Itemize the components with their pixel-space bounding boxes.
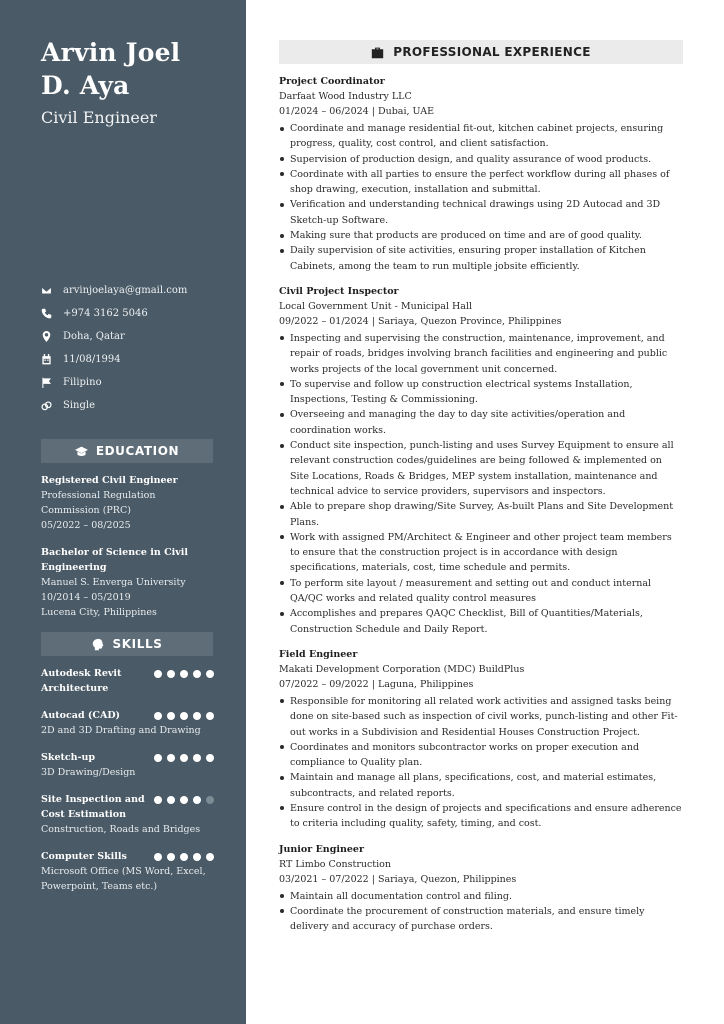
rating-dot — [167, 853, 175, 861]
job-bullets — [279, 331, 683, 637]
skills-list — [41, 666, 214, 894]
contact-phone[interactable]: +974 3162 5046 — [41, 302, 214, 325]
sidebar — [0, 0, 246, 1024]
job-title: Field Engineer — [279, 648, 358, 660]
job-list — [279, 74, 683, 934]
job-bullet: To perform site layout / measurement and setting out and conduct internal QA/QC works and related quality control measures — [279, 576, 683, 607]
job-bullet: Maintain and manage all plans, specifications, cost, and material estimates, subcontracts, and related reports. — [279, 770, 683, 801]
job-bullet: Maintain all documentation control and filing. — [279, 889, 683, 904]
job-bullet: Accomplishes and prepares QAQC Checklist, Bill of Quantities/Materials, Construction Schedule and Daily Report. — [279, 606, 683, 637]
rating-dot — [180, 853, 188, 861]
rating-dot — [167, 712, 175, 720]
job-dates: 07/2022 – 09/2022 | Laguna, Philippines — [279, 678, 474, 690]
job-dates: 01/2024 – 06/2024 | Dubai, UAE — [279, 106, 435, 117]
skill-item: Site Inspection and Cost Estimation Construction, Roads and Bridges — [41, 792, 214, 837]
contact-list — [41, 279, 214, 417]
job-dates: 09/2022 – 01/2024 | Sariaya, Quezon Province, Philippines — [279, 315, 562, 327]
education-item: Registered Civil Engineer Professional Regulation Commission (PRC) 05/2022 – 08/2025 — [41, 475, 178, 531]
rating-dot — [180, 712, 188, 720]
rating-dot — [193, 712, 201, 720]
job-bullet: Overseeing and managing the day to day site activities/operation and coordination works. — [279, 407, 683, 438]
job-bullet: Daily supervision of site activities, ensuring proper installation of Kitchen Cabinets, among the team to run multiple jobsite efficiently. — [279, 243, 683, 274]
rating-dot — [206, 796, 214, 804]
skills-heading: SKILLS — [41, 632, 213, 656]
job-entry — [279, 842, 683, 935]
job-bullet: Supervision of production design, and quality assurance of wood products. — [279, 152, 683, 167]
job-title: Project Coordinator — [279, 76, 385, 87]
job-bullet: Work with assigned PM/Architect & Engineer and other project team members to ensure that the construction project is in accordance with design specifications, materials, cost, time schedule and permits. — [279, 530, 683, 576]
briefcase-icon — [371, 46, 384, 59]
location-icon — [41, 331, 63, 342]
flag-icon — [41, 377, 63, 388]
job-bullet: Ensure control in the design of projects and specifications and ensure adherence to criteria including quality, safety, timing, and cost. — [279, 801, 683, 832]
job-bullet: Verification and understanding technical drawings using 2D Autocad and 3D Sketch-up Software. — [279, 197, 683, 228]
brain-icon — [92, 638, 105, 651]
rating-dot — [180, 796, 188, 804]
job-entry — [279, 74, 683, 274]
rating-dot — [167, 754, 175, 762]
rating-dot — [180, 754, 188, 762]
education-list — [41, 473, 214, 620]
rating-dot — [167, 670, 175, 678]
candidate-name: Arvin Joel D. Aya — [41, 38, 181, 100]
job-bullet: Coordinate the procurement of construction materials, and ensure timely delivery and accuracy of purchase orders. — [279, 904, 683, 935]
calendar-icon — [41, 354, 63, 365]
education-heading: EDUCATION — [41, 439, 213, 463]
job-bullets — [279, 121, 683, 274]
job-dates: 03/2021 – 07/2022 | Sariaya, Quezon, Philippines — [279, 873, 517, 885]
job-bullet: Inspecting and supervising the construction, maintenance, improvement, and repair of roads, bridges involving branch facilities and engineering and public works projects of the local government unit concerned. — [279, 331, 683, 377]
job-bullet: To supervise and follow up construction electrical systems Installation, Inspections, Testing & Commissioning. — [279, 377, 683, 408]
rating-dot — [206, 853, 214, 861]
job-bullet: Making sure that products are produced on time and are of good quality. — [279, 228, 683, 243]
rating-dot — [206, 712, 214, 720]
job-bullet: Coordinate with all parties to ensure the perfect workflow during all phases of shop drawing, execution, installation and submittal. — [279, 167, 683, 198]
job-bullet: Coordinate and manage residential fit-out, kitchen cabinet projects, ensuring progress, quality, cost control, and client satisfaction. — [279, 121, 683, 152]
graduation-cap-icon — [75, 445, 88, 458]
rating-dot — [154, 670, 162, 678]
skill-item: Autocad (CAD) 2D and 3D Drafting and Drawing — [41, 708, 214, 738]
rating-dot — [206, 670, 214, 678]
phone-icon — [41, 308, 63, 319]
education-item: Bachelor of Science in Civil Engineering Manuel S. Enverga University 10/2014 – 05/2019 Lucena City, Philippines — [41, 547, 188, 618]
rating-dot — [154, 796, 162, 804]
skill-rating — [154, 849, 214, 861]
job-entry — [279, 284, 683, 637]
rating-dot — [193, 754, 201, 762]
job-bullet: Responsible for monitoring all related work activities and assigned tasks being done on site-based such as inspection of civil works, punch-listing and other Fit-out works in a Subdivision and Residential Houses Construction Project. — [279, 694, 683, 740]
contact-birthdate: 11/08/1994 — [41, 348, 214, 371]
rating-dot — [167, 796, 175, 804]
job-company: Makati Development Corporation (MDC) BuildPlus — [279, 663, 525, 675]
job-bullet: Able to prepare shop drawing/Site Survey, As-built Plans and Site Development Plans. — [279, 499, 683, 530]
contact-location: Doha, Qatar — [41, 325, 214, 348]
contact-marital-status: Single — [41, 394, 214, 417]
rating-dot — [154, 853, 162, 861]
skill-rating — [154, 792, 214, 804]
contact-email[interactable]: arvinjoelaya@gmail.com — [41, 279, 214, 302]
rating-dot — [180, 670, 188, 678]
mail-icon — [41, 285, 63, 296]
job-bullets — [279, 694, 683, 832]
job-entry — [279, 647, 683, 832]
job-company: Darfaat Wood Industry LLC — [279, 91, 412, 102]
job-bullets — [279, 889, 683, 935]
main-content — [279, 40, 683, 934]
job-company: Local Government Unit - Municipal Hall — [279, 300, 473, 312]
candidate-role: Civil Engineer — [41, 108, 157, 127]
rating-dot — [154, 754, 162, 762]
job-title: Junior Engineer — [279, 843, 364, 855]
skill-item: Computer Skills Microsoft Office (MS Word, Excel, Powerpoint, Teams etc.) — [41, 849, 214, 894]
skill-rating — [154, 708, 214, 720]
skill-item: Autodesk Revit Architecture — [41, 666, 214, 696]
experience-heading: PROFESSIONAL EXPERIENCE — [279, 40, 683, 64]
rings-icon — [41, 400, 63, 411]
rating-dot — [154, 712, 162, 720]
skill-item: Sketch-up 3D Drawing/Design — [41, 750, 214, 780]
rating-dot — [193, 670, 201, 678]
job-bullet: Coordinates and monitors subcontractor works on proper execution and compliance to Quality plan. — [279, 740, 683, 771]
rating-dot — [206, 754, 214, 762]
rating-dot — [193, 796, 201, 804]
job-bullet: Conduct site inspection, punch-listing and uses Survey Equipment to ensure all relevant construction codes/guidelines are being followed & implemented on Site Locations, Roads & Bridges, MEP system installation, maintenance and technical advice to service providers, supervisors and inspectors. — [279, 438, 683, 499]
job-title: Civil Project Inspector — [279, 285, 399, 297]
job-company: RT Limbo Construction — [279, 858, 391, 870]
skill-rating — [154, 666, 214, 678]
rating-dot — [193, 853, 201, 861]
skill-rating — [154, 750, 214, 762]
contact-nationality: Filipino — [41, 371, 214, 394]
